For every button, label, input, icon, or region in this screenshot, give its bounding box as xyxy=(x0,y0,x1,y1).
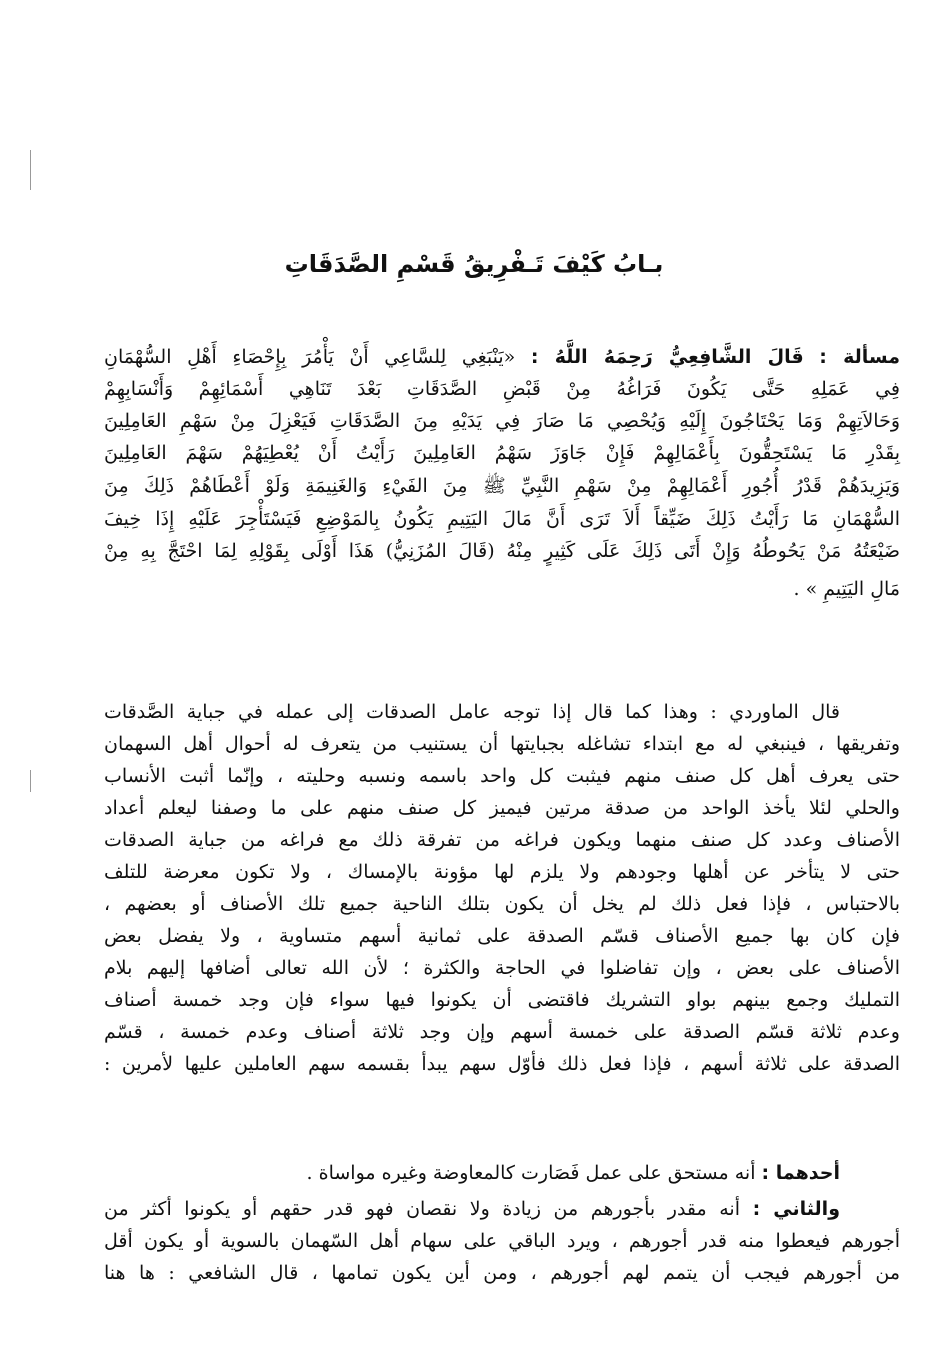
scan-mark xyxy=(30,150,31,190)
commentary-line: حتى يعرف أهل كل صنف منهم فيثبت كل واحد باسمه ونسبه وحليته ، وإنّما أثبت الأنساب xyxy=(104,765,900,787)
second-reason xyxy=(104,1194,900,1224)
commentary-line: الأصناف على بعض ، وإن تفاضلوا في الحاجة والكثرة ؛ لأن الله تعالى أضافها إليهم بلام xyxy=(104,957,900,979)
second-reason-line: من أجورهم فيجب أن يتمم لهم أجورهم ، ومن أين يكون تمامها ، قال الشافعي : ها هنا xyxy=(104,1262,900,1284)
scan-mark xyxy=(30,770,31,792)
masala-line: بِقَدْرِ مَا يَسْتَحِقُّونَ بِأَعْمَالِهِمْ فَإِنْ جَاوَزَ سَهْمُ العَامِلِينَ رَأَيْتُ أَنْ يُعْطِيَهُمْ سَهْمَ العَامِلِينَ xyxy=(104,442,900,464)
masala-text: «يَنْبَغِي لِلسَّاعِي أَنْ يَأْمُرَ بِإِحْصَاءِ أَهْلِ السُّهْمَانِ xyxy=(104,346,516,368)
second-reason-line: أجورهم فيعطوا منه قدر أجورهم ، ويرد الباقي على سهام أهل السّهمان بالسوية أو يكون أقل xyxy=(104,1230,900,1252)
commentary-line: وعدم ثلاثة قسّم الصدقة على خمسة أسهم وإن وجد ثلاثة أصناف وعدم خمسة ، قسّم xyxy=(104,1021,900,1043)
masala-line xyxy=(104,342,900,372)
commentary-line: حتى لا يتأخر عن أهلها وجودهم ولا يلزم لها مؤونة بالإمساك ، ولا تكون معرضة للتلف xyxy=(104,861,900,883)
speaker: قَالَ الشَّافِعِيُّ رَحِمَهُ اللَّهُ : xyxy=(530,346,804,368)
first-label: أحدهما : xyxy=(761,1162,840,1184)
second-label: والثاني : xyxy=(752,1198,841,1220)
commentary-line: التمليك وجمع بينهم بواو التشريك فاقتضى أن يكونوا فيها سواء فإن وجد خمسة أصناف xyxy=(104,989,900,1011)
commentary-line: فإن كان بها جميع الأصناف قسّم الصدقة على ثمانية أسهم متساوية ، ولا يفضل بعض xyxy=(104,925,900,947)
commentary-line: بالاحتباس ، فإذا فعل ذلك لم يخل أن يكون بتلك الناحية جميع تلك الأصناف أو بعضهم ، xyxy=(104,893,900,915)
commentary-line: الصدقة على ثلاثة أسهم ، فإذا فعل ذلك فأوّل سهم يبدأ بقسمه سهم العاملين عليها لأمرين : xyxy=(104,1053,900,1075)
second-text: أنه مقدر بأجورهم من زيادة ولا نقصان فهو قدر حقهم أو يكونوا أكثر من xyxy=(104,1198,741,1220)
first-reason xyxy=(104,1158,900,1188)
commentary-line: قال الماوردي : وهذا كما قال إذا توجه عامل الصدقات إلى عمله في جباية الصَّدقات xyxy=(104,701,840,723)
masala-line: وَحَالاَتِهِمْ وَمَا يَحْتَاجُونَ إِلَيْهِ وَيُحْصِي مَا صَارَ فِي يَدَيْهِ مِنَ الصَّدَقَاتِ فَيَعْزِلَ مِنْ سَهْمِ العَامِلِينَ xyxy=(104,410,900,432)
masala-line: وَيَزِيدَهُمْ قَدْرُ أُجُورِ أَعْمَالِهِمْ مِنْ سَهْمِ النَّبِيِّ ﷺ مِنَ الفَيْءِ وَالغَنِيمَةِ وَلَوْ أَعْطَاهُمْ ذَلِكَ مِنَ xyxy=(104,475,900,497)
first-text: أنه مستحق على عمل فَصَارت كالمعاوضة وغيره مواساة . xyxy=(306,1162,756,1184)
masala-label: مسألة : xyxy=(819,346,900,368)
masala-line: ضَيْعَتُهُ مَنْ يَحُوطُهُ وَإِنْ أَتَى ذَلِكَ عَلَى كَثِيرٍ مِنْهُ (قَالَ المُزَنِيُّ) هَذَا أَوْلَى بِقَوْلِهِ لِمَا احْتَجَّ بِهِ مِنْ xyxy=(104,540,900,562)
masala-line: السُّهْمَانِ مَا رَأَيْتُ ذَلِكَ ضَيِّقاً أَلاَ تَرَى أَنَّ مَالَ اليَتِيمِ يَكُونُ بِالمَوْضِعِ فَيَسْتَأْجِرَ عَلَيْهِ إِذَا خِيفَ xyxy=(104,508,900,530)
chapter-title: بـابُ كَيْفَ تَـفْرِيقُ قَسْمِ الصَّدَقَاتِ xyxy=(284,250,664,278)
commentary-line: الأصناف وعدد كل صنف منهما ويكون فراغه من تفرقة ذلك مع فراغه من جباية الصدقات xyxy=(104,829,900,851)
commentary-line: وتفريقها ، فينبغي له مع ابتداء تشاغله بجبايتها أن يستنيب من يتعرف له أحوال أهل السهمان xyxy=(104,733,900,755)
commentary-line: والحلي لئلا يأخذ الواحد من صدقة مرتين فيميز كل صنف منهم على ما وصفنا ليعلم أعداد xyxy=(104,797,900,819)
masala-line: مَالِ اليَتِيمِ » . xyxy=(793,578,900,600)
masala-line: فِي عَمَلِهِ حَتَّى يَكُونَ فَرَاغُهُ مِنْ قَبْضِ الصَّدَقَاتِ بَعْدَ تَنَاهِي أَسْمَائِهِمْ وَأَنْسَابِهِمْ xyxy=(104,378,900,400)
